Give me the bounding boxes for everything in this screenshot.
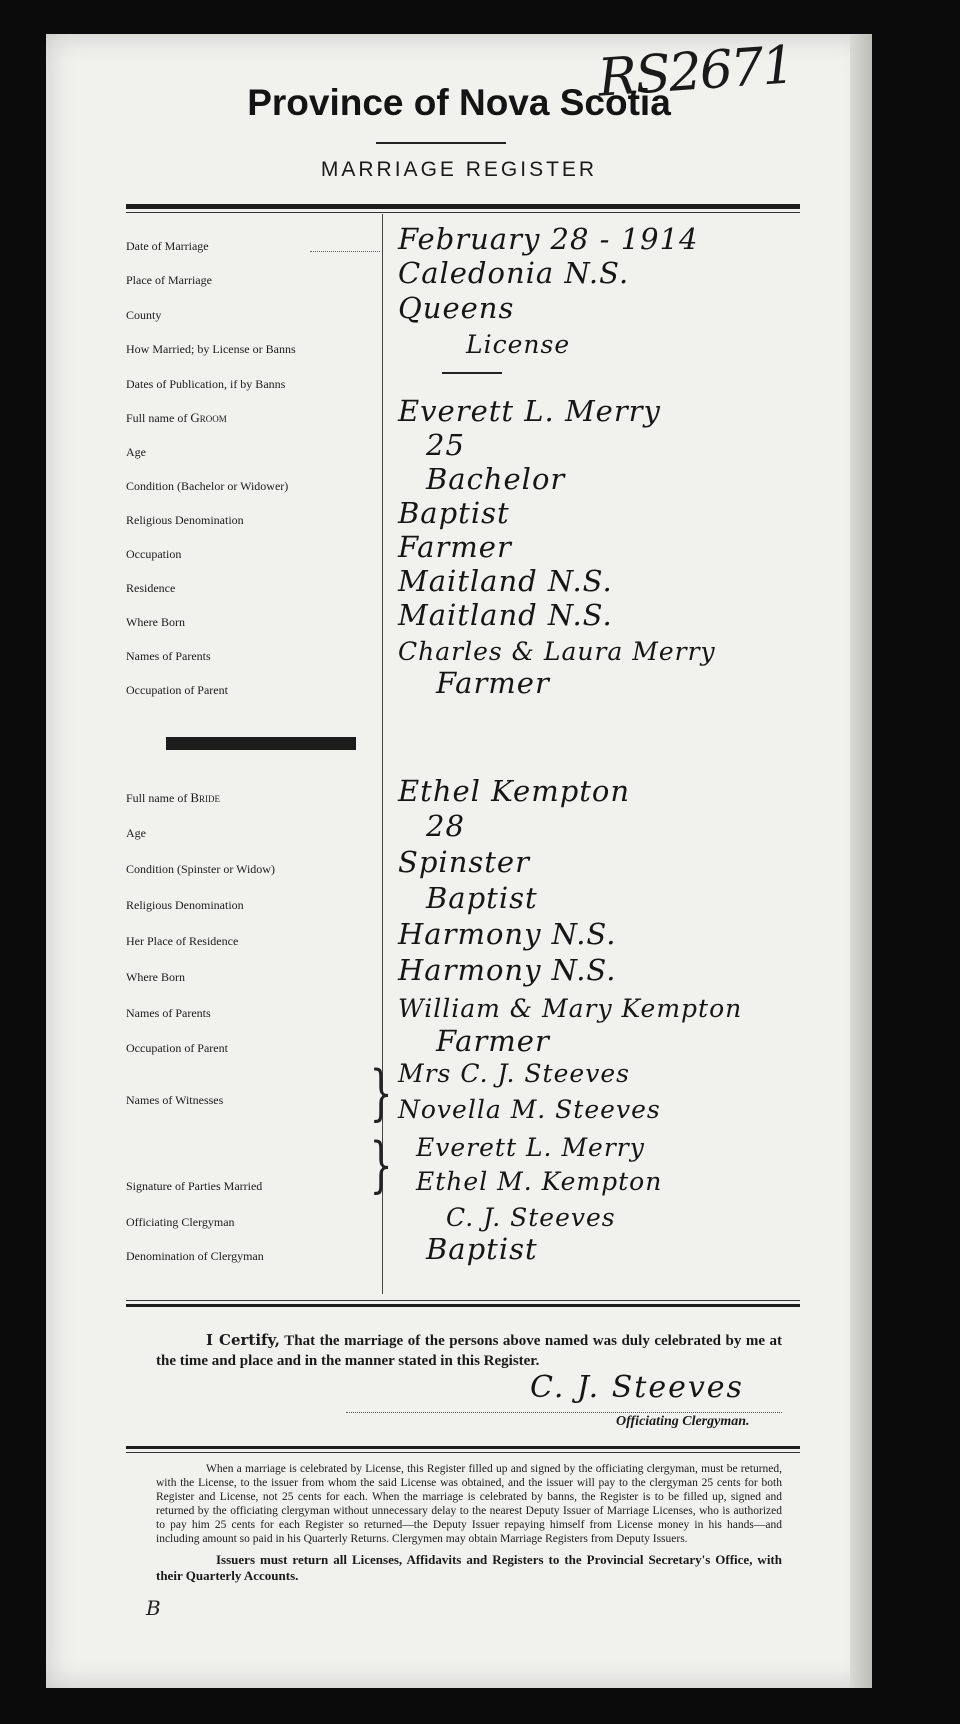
certify-lead: I Certify,	[206, 1331, 280, 1349]
field-label: Occupation of Parent	[126, 683, 228, 697]
field-value: Spinster	[398, 845, 530, 879]
field-label: Religious Denomination	[126, 898, 244, 912]
notice-rule	[126, 1452, 800, 1453]
field-label: Names of Parents	[126, 1006, 211, 1020]
field-bride-parent-occupation	[126, 1022, 800, 1056]
notice-rule-thick	[126, 1446, 800, 1449]
field-value: Everett L. Merry	[398, 394, 661, 428]
field-label: Residence	[126, 581, 176, 595]
field-groom-denomination	[126, 494, 800, 528]
field-value: Maitland N.S.	[398, 598, 613, 632]
field-bride-name	[126, 772, 800, 806]
field-label: Place of Marriage	[126, 273, 212, 287]
field-value: Baptist	[426, 1232, 538, 1266]
field-groom-parents	[126, 630, 800, 664]
field-value: Bachelor	[426, 462, 566, 496]
field-bride-age	[126, 807, 800, 841]
field-label: Her Place of Residence	[126, 934, 239, 948]
witness-2	[126, 1088, 800, 1122]
header-rule	[126, 204, 800, 209]
field-bride-residence	[126, 915, 800, 949]
field-value: Novella M. Steeves	[398, 1095, 661, 1124]
field-value: C. J. Steeves	[446, 1203, 616, 1232]
field-clergy-denomination	[126, 1230, 800, 1264]
field-bride-parents	[126, 987, 800, 1021]
field-label: Dates of Publication, if by Banns	[126, 377, 286, 391]
field-dates-of-publication	[126, 358, 800, 392]
issuers-notice: Issuers must return all Licenses, Affidavits and Registers to the Provincial Secretary's Office, with their Quarterly Accounts.	[156, 1552, 782, 1583]
field-value: Farmer	[398, 530, 512, 564]
title-divider	[376, 142, 506, 144]
field-value: Harmony N.S.	[398, 917, 617, 951]
field-groom-residence	[126, 562, 800, 596]
field-value: 25	[426, 428, 465, 462]
field-value: Ethel M. Kempton	[416, 1167, 663, 1196]
page-subtitle: MARRIAGE REGISTER	[320, 158, 598, 181]
field-bride-birthplace	[126, 951, 800, 985]
field-groom-parent-occupation	[126, 664, 800, 698]
field-bride-denomination	[126, 879, 800, 913]
field-label: Age	[126, 445, 146, 459]
field-place-of-marriage	[126, 254, 800, 288]
signatures-brace: }	[369, 1130, 393, 1200]
witness-1	[126, 1052, 800, 1086]
signature-caption: Officiating Clergyman.	[616, 1414, 750, 1429]
field-label: Occupation	[126, 547, 182, 561]
field-label: County	[126, 308, 162, 322]
field-value: Queens	[398, 291, 515, 325]
reference-number: RS2671	[596, 35, 795, 109]
bride-section-bar	[166, 737, 356, 750]
field-label: Date of Marriage	[126, 239, 209, 253]
witnesses-brace: }	[369, 1058, 393, 1128]
initial-mark: B	[146, 1596, 161, 1620]
form-end-rule-thick	[126, 1304, 800, 1307]
field-value: Farmer	[436, 1024, 550, 1058]
signature-line	[346, 1412, 782, 1413]
field-groom-condition	[126, 460, 800, 494]
field-value: Ethel Kempton	[398, 774, 631, 808]
field-value: Baptist	[426, 881, 538, 915]
field-value: Caledonia N.S.	[398, 256, 630, 290]
field-value: License	[466, 330, 571, 359]
field-label: Condition (Bachelor or Widower)	[126, 479, 289, 493]
field-value: Baptist	[398, 496, 510, 530]
paper-edge	[850, 34, 872, 1688]
clergyman-signature: C. J. Steeves	[530, 1370, 744, 1405]
field-label: Denomination of Clergyman	[126, 1249, 264, 1263]
field-label: Occupation of Parent	[126, 1041, 228, 1055]
field-label: Names of Witnesses	[126, 1093, 224, 1107]
field-value: William & Mary Kempton	[398, 994, 743, 1023]
instructions-notice: When a marriage is celebrated by License, this Register filled up and signed by the officiating clergyman, must be returned, with the License, to the issuer from whom the said License was obtained, and the issuer will pay to the clergyman 25 cents for both Register and License, not 25 cents for each. When the marriage is celebrated by banns, the Register is to be filled up, signed and returned by the officiating clergyman without unnecessary delay to the nearest Deputy Issuer of Marriage Licenses, who is authorized to pay him 25 cents for each Register so returned—the Deputy Issuer repaying himself from License money in his hands—and including amount so paid in his Quarterly Returns. Clergymen may obtain Marriage Registers from Deputy Issuers.	[156, 1463, 782, 1545]
field-groom-age	[126, 426, 800, 460]
field-bride-condition	[126, 843, 800, 877]
field-label: Where Born	[126, 615, 185, 629]
signature-bride	[126, 1160, 800, 1194]
field-label: How Married; by License or Banns	[126, 342, 296, 356]
field-label: Where Born	[126, 970, 185, 984]
register-paper	[46, 34, 872, 1688]
form-end-rule	[126, 1300, 800, 1301]
blank-dash	[442, 372, 502, 374]
field-label: Age	[126, 826, 146, 840]
field-label: Signature of Parties Married	[126, 1179, 263, 1193]
field-value: Charles & Laura Merry	[398, 637, 716, 666]
page-title: Province of Nova Scotia	[247, 82, 671, 123]
field-label: Officiating Clergyman	[126, 1215, 235, 1229]
field-groom-occupation	[126, 528, 800, 562]
field-officiating-clergyman	[126, 1196, 800, 1230]
field-value: Mrs C. J. Steeves	[398, 1059, 630, 1088]
certification-text	[156, 1330, 782, 1371]
field-label: Full name of Bride	[126, 790, 220, 805]
field-value: Everett L. Merry	[416, 1133, 645, 1162]
field-groom-name	[126, 392, 800, 426]
certify-body: That the marriage of the persons above named was duly celebrated by me at the time and place and in the manner stated in this Register.	[156, 1333, 782, 1369]
field-label: Condition (Spinster or Widow)	[126, 862, 275, 876]
field-groom-birthplace	[126, 596, 800, 630]
signature-groom	[126, 1126, 800, 1160]
field-label: Religious Denomination	[126, 513, 244, 527]
field-county	[126, 289, 800, 323]
field-date-of-marriage	[126, 220, 800, 254]
field-label: Names of Parents	[126, 649, 211, 663]
field-how-married	[126, 323, 800, 357]
field-value: Harmony N.S.	[398, 953, 617, 987]
field-value: February 28 - 1914	[398, 222, 699, 256]
field-value: Maitland N.S.	[398, 564, 613, 598]
field-value: Farmer	[436, 666, 550, 700]
field-value: 28	[426, 809, 465, 843]
field-label: Full name of Groom	[126, 410, 227, 425]
header-rule-thin	[126, 212, 800, 213]
